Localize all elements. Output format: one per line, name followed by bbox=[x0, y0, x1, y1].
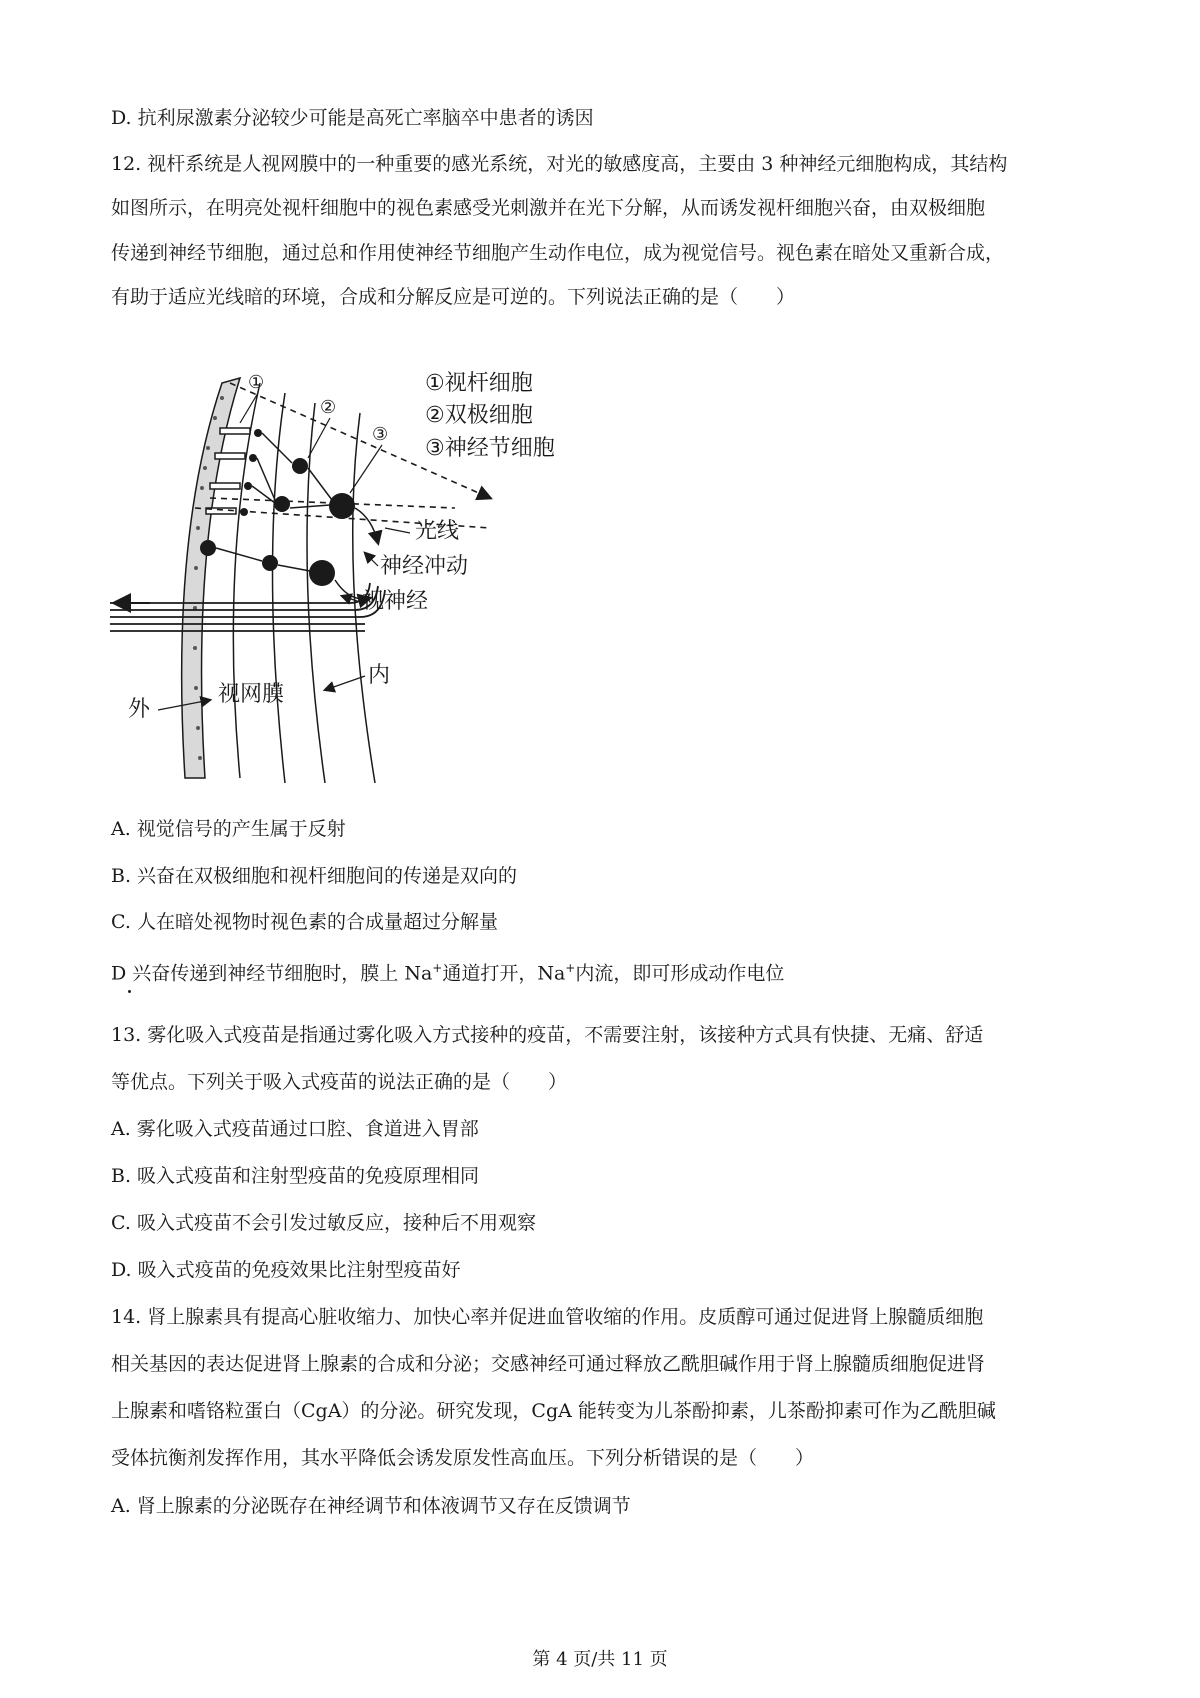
label-num-2: ② bbox=[320, 397, 337, 418]
page-footer: 第 4 页/共 11 页 bbox=[532, 1649, 668, 1670]
q12-stem-1: 12. 视杆系统是人视网膜中的一种重要的感光系统，对光的敏感度高，主要由 3 种神经元细胞构成，其结构 bbox=[111, 153, 1008, 175]
q14-stem-2: 相关基因的表达促进肾上腺素的合成和分泌；交感神经可通过释放乙酰胆碱作用于肾上腺髓质细胞促进肾 bbox=[111, 1353, 986, 1375]
q12-d-sup-2: + bbox=[565, 961, 576, 975]
label-inner: 内 bbox=[368, 663, 391, 688]
q13-option-d: D. 吸入式疫苗的免疫效果比注射型疫苗好 bbox=[111, 1259, 461, 1281]
label-num-3: ③ bbox=[372, 424, 389, 445]
option-d-prev: D. 抗利尿激素分泌较少可能是高死亡率脑卒中患者的诱因 bbox=[111, 107, 594, 129]
label-light: 光线 bbox=[415, 519, 460, 544]
q12-stem-4: 有助于适应光线暗的环境，合成和分解反应是可逆的。下列说法正确的是（ ） bbox=[111, 286, 796, 308]
label-retina: 视网膜 bbox=[218, 682, 285, 707]
q14-stem-3: 上腺素和嗜铬粒蛋白（CgA）的分泌。研究发现，CgA 能转变为儿茶酚抑素，儿茶酚抑素可作为乙酰胆碱 bbox=[111, 1400, 996, 1422]
q14-option-a: A. 肾上腺素的分泌既存在神经调节和体液调节又存在反馈调节 bbox=[111, 1495, 631, 1517]
q12-d-sup-1: + bbox=[432, 961, 443, 975]
q14-stem-4: 受体抗衡剂发挥作用，其水平降低会诱发原发性高血压。下列分析错误的是（ ） bbox=[111, 1447, 815, 1469]
stray-dot bbox=[128, 990, 131, 993]
pigment-layer bbox=[182, 378, 240, 778]
label-num-1: ① bbox=[248, 372, 265, 393]
legend-bipolar: ②双极细胞 bbox=[425, 403, 533, 428]
q12-d-text-2: 通道打开，Na bbox=[442, 962, 566, 985]
q13-stem-1: 13. 雾化吸入式疫苗是指通过雾化吸入方式接种的疫苗，不需要注射，该接种方式具有快捷、无痛、舒适 bbox=[111, 1024, 984, 1046]
label-impulse: 神经冲动 bbox=[380, 554, 469, 579]
q12-option-b: B. 兴奋在双极细胞和视杆细胞间的传递是双向的 bbox=[111, 865, 518, 887]
q12-d-text-3: 内流，即可形成动作电位 bbox=[575, 962, 785, 985]
q12-stem-2: 如图所示，在明亮处视杆细胞中的视色素感受光刺激并在光下分解，从而诱发视杆细胞兴奋，由双极细胞 bbox=[111, 197, 986, 219]
q13-stem-2: 等优点。下列关于吸入式疫苗的说法正确的是（ ） bbox=[111, 1071, 568, 1093]
legend-rod: ①视杆细胞 bbox=[425, 371, 533, 396]
q12-option-d bbox=[111, 956, 784, 985]
q13-option-c: C. 吸入式疫苗不会引发过敏反应，接种后不用观察 bbox=[111, 1212, 536, 1234]
q12-d-text-1: D 兴奋传递到神经节细胞时，膜上 Na bbox=[111, 962, 433, 985]
retina-diagram bbox=[110, 358, 555, 788]
q13-option-a: A. 雾化吸入式疫苗通过口腔、食道进入胃部 bbox=[111, 1118, 479, 1140]
legend-ganglion: ③神经节细胞 bbox=[425, 436, 555, 461]
q14-stem-1: 14. 肾上腺素具有提高心脏收缩力、加快心率并促进血管收缩的作用。皮质醇可通过促进肾上腺髓质细胞 bbox=[111, 1306, 984, 1328]
label-optic-nerve: 视神经 bbox=[362, 589, 429, 614]
q12-option-a: A. 视觉信号的产生属于反射 bbox=[111, 818, 346, 840]
q12-stem-3: 传递到神经节细胞，通过总和作用使神经节细胞产生动作电位，成为视觉信号。视色素在暗处又重新合成， bbox=[111, 242, 1005, 264]
q13-option-b: B. 吸入式疫苗和注射型疫苗的免疫原理相同 bbox=[111, 1165, 480, 1187]
label-outer: 外 bbox=[128, 697, 151, 722]
q12-option-c: C. 人在暗处视物时视色素的合成量超过分解量 bbox=[111, 911, 498, 933]
